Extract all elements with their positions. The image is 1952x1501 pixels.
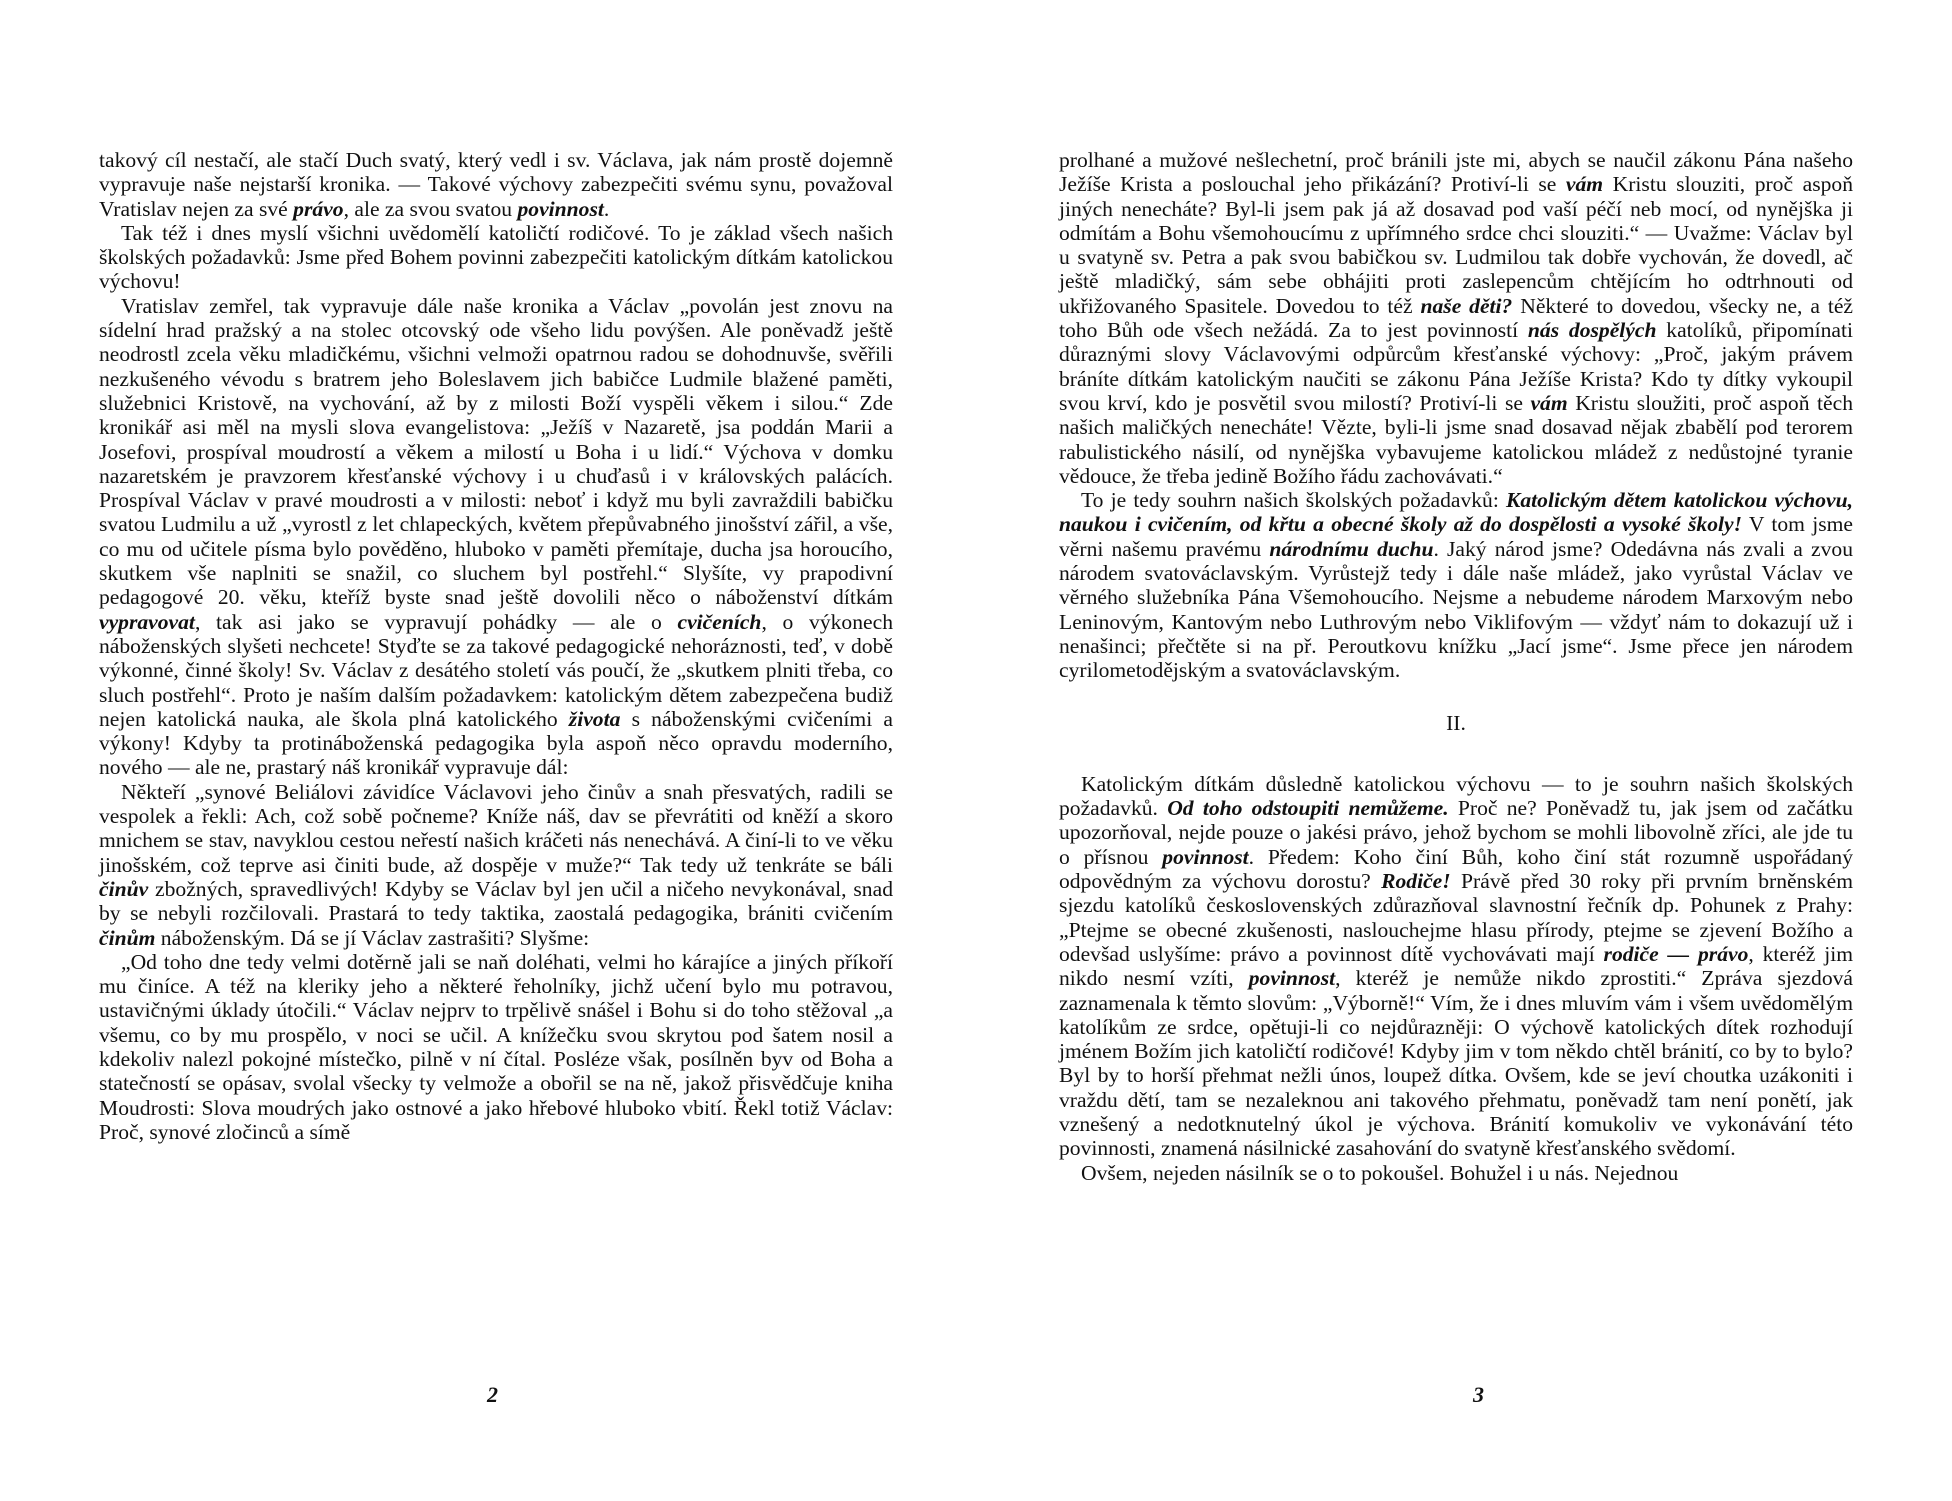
paragraph: „Od toho dne tedy velmi dotěrně jali se naň doléhati, velmi ho kárajíce a jiných příkoří mu činíce. A též na kleriky jeho a některé řeholníky, jichž učení bylo mu potravou, ustavičnými úklady útočili.“ Václav nejprv to trpělivě snášel i Bohu si do toho stěžoval „a všemu, co by mu prospělo, v noci se učil. A knížečku svou skrytou pod šatem nosil a kdekoliv nalezl pokojné místečko, pilně v ní čítal. Posléze však, posílněn byv od Boha a statečností se opásav, svolal všecky ty velmože a obořil se na ně, jakož přisvědčuje kniha Moudrosti: Slova moudrých jako ostnové a jako hřebové hluboko vbití. Řekl totiž Václav: Proč, synové zločinců a símě	[99, 949, 893, 1144]
paragraph: Ovšem, nejeden násilník se o to pokoušel. Bohužel i u nás. Nejednou	[1081, 1160, 1679, 1185]
emphasis: povinnost	[1248, 966, 1336, 991]
emphasis: národnímu duchu	[1269, 536, 1434, 561]
emphasis: vám	[1530, 390, 1568, 415]
paragraph: Katolickým dítkám důsledně katolickou výchovu — to je souhrn našich školských požadavků. Od toho odstoupiti nemůžeme. Proč ne? Poněvadž tu, jak jsem od začátku upozorňoval, nejde pouze o jakési právo, jehož bychom se mohli libovolně zříci, ale jde tu o přísnou povinnost. Předem: Koho činí Bůh, koho činí stát rozumně uspořádaný odpovědným za výchovu dorostu? Rodiče! Právě před 30 roky při prvním brněnském sjezdu katolíků československých zdůrazňoval slavnostní řečník dp. Pohunek z Prahy: „Ptejme se obecné zkušenosti, naslouchejme hlasu přírody, ptejme se zjevení Božího a odevšad uslyšíme: právo a povinnost dítě vychovávati mají rodiče — právo, kteréž jim nikdo nesmí vzíti, povinnost, kteréž je nemůže nikdo zprostiti.“ Zpráva sjezdová zaznamenala k těmto slovům: „Výborně!“ Vím, že i dnes mluvím vám i všem uvědomělým katolíkům ze srdce, opětuji-li co nejdůrazněji: O výchově katolických dítek rozhodují jménem Božím jich katoličtí rodičové! Kdyby jim v tom někdo chtěl bránití, co by to bylo? Byl by to horší přehmat nežli únos, loupež dítka. Ovšem, kde se jeví choutka uzákoniti i vraždu dětí, tam se nezaleknou ani takového přehmatu, poněvadž tam není ponětí, jak vznešený a nedotknutelný úkol je výchova. Bránití komukoliv ve vykonávání této povinnosti, znamená násilnické zasahování do svatyně křesťanského svědomí.	[1059, 771, 1854, 1161]
paragraph: prolhané a mužové nešlechetní, proč bránili jste mi, abych se naučil zákonu Pána našeho Ježíše Krista a poslouchal jeho přikázání? Protiví-li se vám Kristu slouziti, proč aspoň jiných nenecháte? Byl-li jsem pak já až dosavad pod vaší péčí neb mocí, od nynějška ji odmítám a Bohu všemohoucímu z upřímného srdce chci slouziti.“ — Uvažme: Václav byl u svatyně sv. Petra a pak svou babičkou sv. Ludmilou tak dobře vychován, že dovedl, ač ještě mladičký, sám sebe obhájiti proti zaslepencům chtějícím ho odtrhnouti od ukřižovaného Spasitele. Dovedou to též naše děti? Některé to dovedou, všecky ne, a též toho Bůh ode všech nežádá. Za to jest povinností nás dospělých katolíků, připomínati důraznými slovy Václavovými odpůrcům křesťanské výchovy: „Proč, jakým právem bráníte dítkám katolickým naučiti se zákonu Pána Ježíše Krista? Kdo ty dítky vykoupil svou krví, kdo je posvětil svou milostí? Protiví-li se vám Kristu sloužiti, proč aspoň těch našich maličkých nenecháte! Vězte, byli-li jsme snad dosavad nějak zbabělí pod terorem rabulistického násilí, od nynějška vybavujeme katolickou mládež z nedůstojné tyranie vědouce, že třeba jedině Božího řádu zachovávati.“	[1059, 148, 1853, 488]
paragraph: To je tedy souhrn našich školských požadavků: Katolickým dětem katolickou výchovu, naukou i cvičením, od křtu a obecné školy až do dospělosti a vysoké školy! V tom jsme věrni našemu pravému národnímu duchu. Jaký národ jsme? Odedávna nás zvali a zvou národem svatováclavským. Vyrůstejž tedy i dále naše mládež, jako vyrůstal Václav ve věrného služebníka Pána Všemohoucího. Nejsme a nebudeme národem Marxovým nebo Leninovým, Kantovým nebo Luthrovým nebo Viklifovým — vždyť nám to dokazují už i nenašinci; přečtěte si na př. Peroutkovu knížku „Jací jsme“. Jsme přece jen národem cyrilometodějským a svatováclavským.	[1059, 488, 1854, 683]
paragraph: takový cíl nestačí, ale stačí Duch svatý, který vedl i sv. Václava, jak nám prostě dojemně vypravuje naše nejstarší kronika. — Takové výchovy zabezpečiti svému synu, považoval Vratislav nejen za své právo, ale za svou svatou povinnost.	[99, 148, 893, 221]
paragraph: Někteří „synové Beliálovi závidíce Václavovi jeho činův a snah přesvatých, radili se vespolek a řekli: Ach, což sobě počneme? Kníže náš, dav se převrátiti od kněží a skoro mnichem se stav, navyklou cestou neřestí našich kráčeti nás nenechává. A činí-li to ve věku jinošském, což teprve asi činiti bude, až dospěje v muže?“ Tak tedy už tenkráte se báli činův zbožných, spravedlivých! Kdyby se Václav byl jen učil a ničeho nevykonával, snad by se nebyli rozčilovali. Prastará to tedy taktika, zaostalá pedagogika, brániti cvičením činům náboženským. Dá se jí Václav zastrašiti? Slyšme:	[99, 779, 893, 950]
left-page	[99, 148, 893, 1408]
emphasis: právo	[293, 196, 344, 221]
emphasis: Katolickým dětem katolickou výchovu, naukou i cvičením, od křtu a obecné školy až do dospělosti a vysoké školy!	[1059, 488, 1854, 537]
emphasis: povinnost	[517, 196, 604, 221]
emphasis: života	[568, 706, 621, 731]
emphasis: cvičeních	[677, 609, 762, 634]
emphasis: vypravovat	[99, 609, 195, 634]
emphasis: činům	[99, 925, 156, 950]
right-page	[1059, 148, 1853, 1408]
page-number: 3	[1473, 1382, 1484, 1407]
emphasis: nás dospělých	[1527, 318, 1657, 343]
emphasis: vám	[1565, 172, 1604, 197]
emphasis: povinnost	[1162, 844, 1249, 869]
section-heading: II.	[1446, 710, 1466, 735]
page-number: 2	[487, 1382, 498, 1407]
emphasis: činův	[99, 876, 149, 901]
emphasis: Rodiče!	[1381, 869, 1451, 894]
emphasis: Od toho odstoupiti nemůžeme.	[1167, 796, 1449, 821]
paragraph: Vratislav zemřel, tak vypravuje dále naše kronika a Václav „povolán jest znovu na sídelní hrad pražský a na stolec otcovský ode všeho lidu povýšen. Ale poněvadž ještě neodrostl zcela věku mladičkému, všichni velmoži opatrnou radou se dohodnuvše, svěřili nezkušeného vévodu s bratrem jeho Boleslavem jich babičce Ludmile blažené paměti, služebnici Kristově, na vychování, až by z milosti Boží vyspěli věkem i silou.“ Zde kronikář asi měl na mysli slova evangelistova: „Ježíš v Nazaretě, jsa poddán Marii a Josefovi, prospíval moudrostí a věkem a milostí u Boha i u lidí.“ Výchova v domku nazaretském je pravzorem křesťanské výchovy i u chuďasů i v královských palácích. Prospíval Václav v pravé moudrosti a v milosti: neboť i když mu byli zavraždili babičku svatou Ludmilu a už „vyrostl z let chlapeckých, květem přepůvabného jinošství zářil, a vše, co mu od učitele písma bylo pověděno, hluboko v paměti přemítaje, ducha jsa horoucího, skutkem vše naplniti se snažil, co sluchem byl postřehl.“ Slyšíte, vy prapodivní pedagogové 20. věku, kteříž byste snad ještě dovolili něco o náboženství dítkám vypravovat, tak asi jako se vypravují pohádky — ale o cvičeních, o výkonech náboženských slyšeti nechcete! Styďte se za takové pedagogické nehoráznosti, teď, v době výkonné, činné školy! Sv. Václav z desátého století vás poučí, že „skutkem plniti třeba, co sluch postřehl“. Proto je naším dalším požadavkem: katolickým dětem zabezpečena budiž nejen katolická nauka, ale škola plná katolického života s náboženskými cvičeními a výkony! Kdyby ta protináboženská pedagogika byla aspoň něco opravdu moderního, nového — ale ne, prastarý náš kronikář vypravuje dál:	[99, 293, 893, 780]
emphasis: naše děti?	[1420, 293, 1513, 318]
paragraph: Tak též i dnes myslí všichni uvědomělí katoličtí rodičové. To je základ všech našich školských požadavků: Jsme před Bohem povinni zabezpečiti katolickým dítkám katolickou výchovu!	[99, 220, 893, 294]
emphasis: rodiče — právo	[1603, 941, 1749, 966]
left-page-body	[99, 148, 893, 1144]
right-page-body	[1059, 148, 1853, 1185]
